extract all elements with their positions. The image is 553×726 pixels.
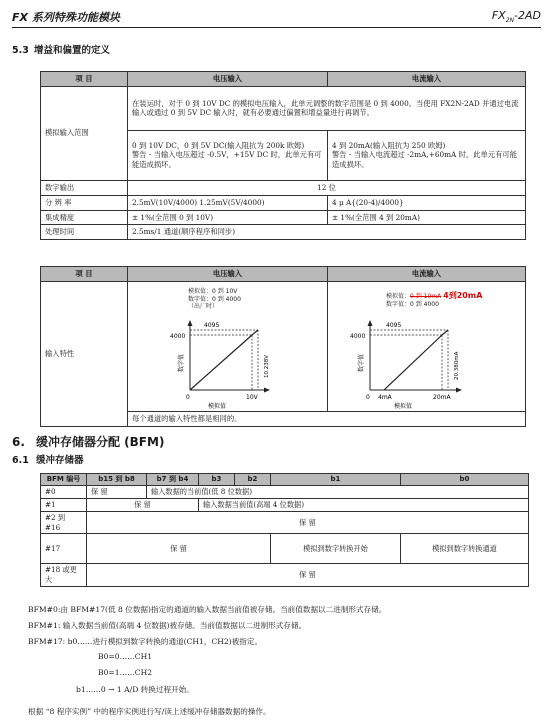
running-header bbox=[12, 6, 541, 28]
input-characteristics-table bbox=[40, 266, 526, 427]
i-side-label: 20.380mA bbox=[454, 351, 460, 380]
voltage-graph bbox=[128, 282, 326, 410]
accuracy-voltage: ± 1%(全范围 0 到 10V) bbox=[128, 210, 328, 225]
bfm-col-b1: b1 bbox=[271, 474, 401, 486]
table-row: #0 保 留 输入数据的当前值(低 8 位数据) bbox=[41, 486, 529, 499]
desc-b1: b1……0 → 1 A/D 转换过程开始。 bbox=[76, 685, 194, 694]
accuracy-current: ± 1%(全范围 4 到 20mA) bbox=[328, 210, 526, 225]
row-processing-time: 处理时间 bbox=[41, 225, 128, 240]
table-row: #2 到 #16 保 留 bbox=[41, 511, 529, 533]
spec-table bbox=[40, 71, 526, 240]
v-zero-tick: 0 bbox=[186, 393, 190, 401]
table-row: #18 或更大 保 留 bbox=[41, 564, 529, 586]
i-x2-tick: 20mA bbox=[433, 393, 451, 401]
current-caption: 模拟值：0 到 10mA 4到20mA 数字值：0 到 4000 bbox=[386, 290, 483, 309]
current-characteristic-cell bbox=[328, 281, 526, 411]
row-resolution: 分 辨 率 bbox=[41, 195, 128, 210]
i-x-axis-label: 模拟值 bbox=[394, 402, 413, 410]
bfm-col-number: BFM 编号 bbox=[41, 474, 87, 486]
col-item: 项 目 bbox=[41, 267, 128, 282]
i-top-tick: 4095 bbox=[386, 321, 402, 329]
col-item: 项 目 bbox=[41, 72, 128, 87]
resolution-voltage: 2.5mV(10V/4000) 1.25mV(5V/4000) bbox=[128, 195, 328, 210]
col-voltage: 电压输入 bbox=[128, 72, 328, 87]
row-digital-output: 数字输出 bbox=[41, 180, 128, 195]
table-row: #1 保 留 输入数据当前值(高端 4 位数据) bbox=[41, 499, 529, 512]
v-y-tick: 4000 bbox=[170, 332, 186, 340]
analog-current-cell: 4 到 20mA(输入阻抗为 250 欧姆) 警告 - 当输入电流超过 -2mA,+60mA 时，此单元有可能造成损坏。 bbox=[328, 130, 526, 180]
voltage-characteristic-cell bbox=[128, 281, 328, 411]
bfm-col-b15-b8: b15 到 b8 bbox=[87, 474, 147, 486]
bfm-col-b3: b3 bbox=[199, 474, 235, 486]
col-current: 电流输入 bbox=[328, 267, 526, 282]
analog-voltage-cell: 0 到 10V DC，0 到 5V DC(输入阻抗为 200k 欧姆) 警告 - 当输入电压超过 -0.5V，+15V DC 时，此单元有可能造成损坏。 bbox=[128, 130, 328, 180]
header-series: FX 系列特殊功能模块 bbox=[12, 11, 120, 24]
corrected-range-annotation: 4到20mA bbox=[443, 290, 483, 300]
processing-time-value: 2.5ms/1 通道(顺序程序和同步) bbox=[128, 225, 526, 240]
v-x-axis-label: 模拟值 bbox=[208, 402, 227, 410]
table-row: #17 保 留 模拟到数字转换开始 模拟到数字转换通道 bbox=[41, 534, 529, 564]
desc-b0-0: B0=0……CH1 bbox=[98, 652, 153, 661]
bfm-table bbox=[40, 473, 529, 587]
col-voltage: 电压输入 bbox=[128, 267, 328, 282]
current-graph bbox=[328, 282, 524, 410]
v-x-tick: 10V bbox=[246, 393, 258, 401]
section-6-1-heading: 6.1 缓冲存储器 bbox=[12, 455, 84, 466]
v-side-label: 10.238V bbox=[264, 354, 270, 378]
voltage-caption: 模拟值：0 到 10V 数字值：0 到 4000 （出厂时） bbox=[188, 287, 241, 311]
v-y-axis-label: 数字值 bbox=[178, 353, 185, 372]
i-y-axis-label: 数字值 bbox=[358, 353, 365, 372]
resolution-current: 4 μ A{(20-4)/4000} bbox=[328, 195, 526, 210]
v-top-tick: 4095 bbox=[204, 321, 220, 329]
i-y-tick: 4000 bbox=[350, 332, 366, 340]
header-model: $FX_{2N}-2AD$ bbox=[491, 9, 541, 25]
i-x1-tick: 4mA bbox=[378, 393, 392, 401]
section-5-3-heading: 5.3 增益和偏置的定义 bbox=[12, 45, 111, 56]
digital-output-value: 12 位 bbox=[128, 180, 526, 195]
desc-program-note: 根据 “8 程序实例” 中的程序实例进行写/读上述缓冲存储器数据的操作。 bbox=[28, 707, 271, 716]
bfm-col-b0: b0 bbox=[401, 474, 529, 486]
bfm-col-b2: b2 bbox=[235, 474, 271, 486]
bfm-col-b7-b4: b7 到 b4 bbox=[147, 474, 199, 486]
desc-bfm1: BFM#1: 输入数据当前值(高端 4 位数据)被存储。当前值数据以二进制形式存储。 bbox=[28, 621, 307, 630]
struck-range: 0 到 10mA bbox=[410, 292, 442, 300]
characteristics-note: 每个通道的输入特性都是相同的。 bbox=[128, 411, 526, 426]
row-input-characteristics: 输入特性 bbox=[41, 281, 128, 426]
desc-bfm17: BFM#17: b0……进行模拟到数字转换的通道(CH1，CH2)被指定。 bbox=[28, 637, 263, 646]
desc-b0-1: B0=1……CH2 bbox=[98, 668, 153, 677]
col-current: 电流输入 bbox=[328, 72, 526, 87]
row-analog-range: 模拟输入范围 bbox=[41, 86, 128, 180]
section-6-heading: 6. 缓冲存储器分配 (BFM) bbox=[12, 435, 165, 449]
row-accuracy: 集成精度 bbox=[41, 210, 128, 225]
analog-intro: 在装运时，对于 0 到 10V DC 的模拟电压输入，此单元调整的数字范围是 0 到 4000。当使用 FX2N-2AD 并通过电流输入或通过 0 到 5V DC 输入时，就有必要通过偏置和增益量进行再调节。 bbox=[128, 86, 526, 130]
i-zero-tick: 0 bbox=[366, 393, 370, 401]
desc-bfm0: BFM#0:由 BFM#17(低 8 位数据)指定的通道的输入数据当前值被存储。当前值数据以二进制形式存储。 bbox=[28, 605, 387, 614]
